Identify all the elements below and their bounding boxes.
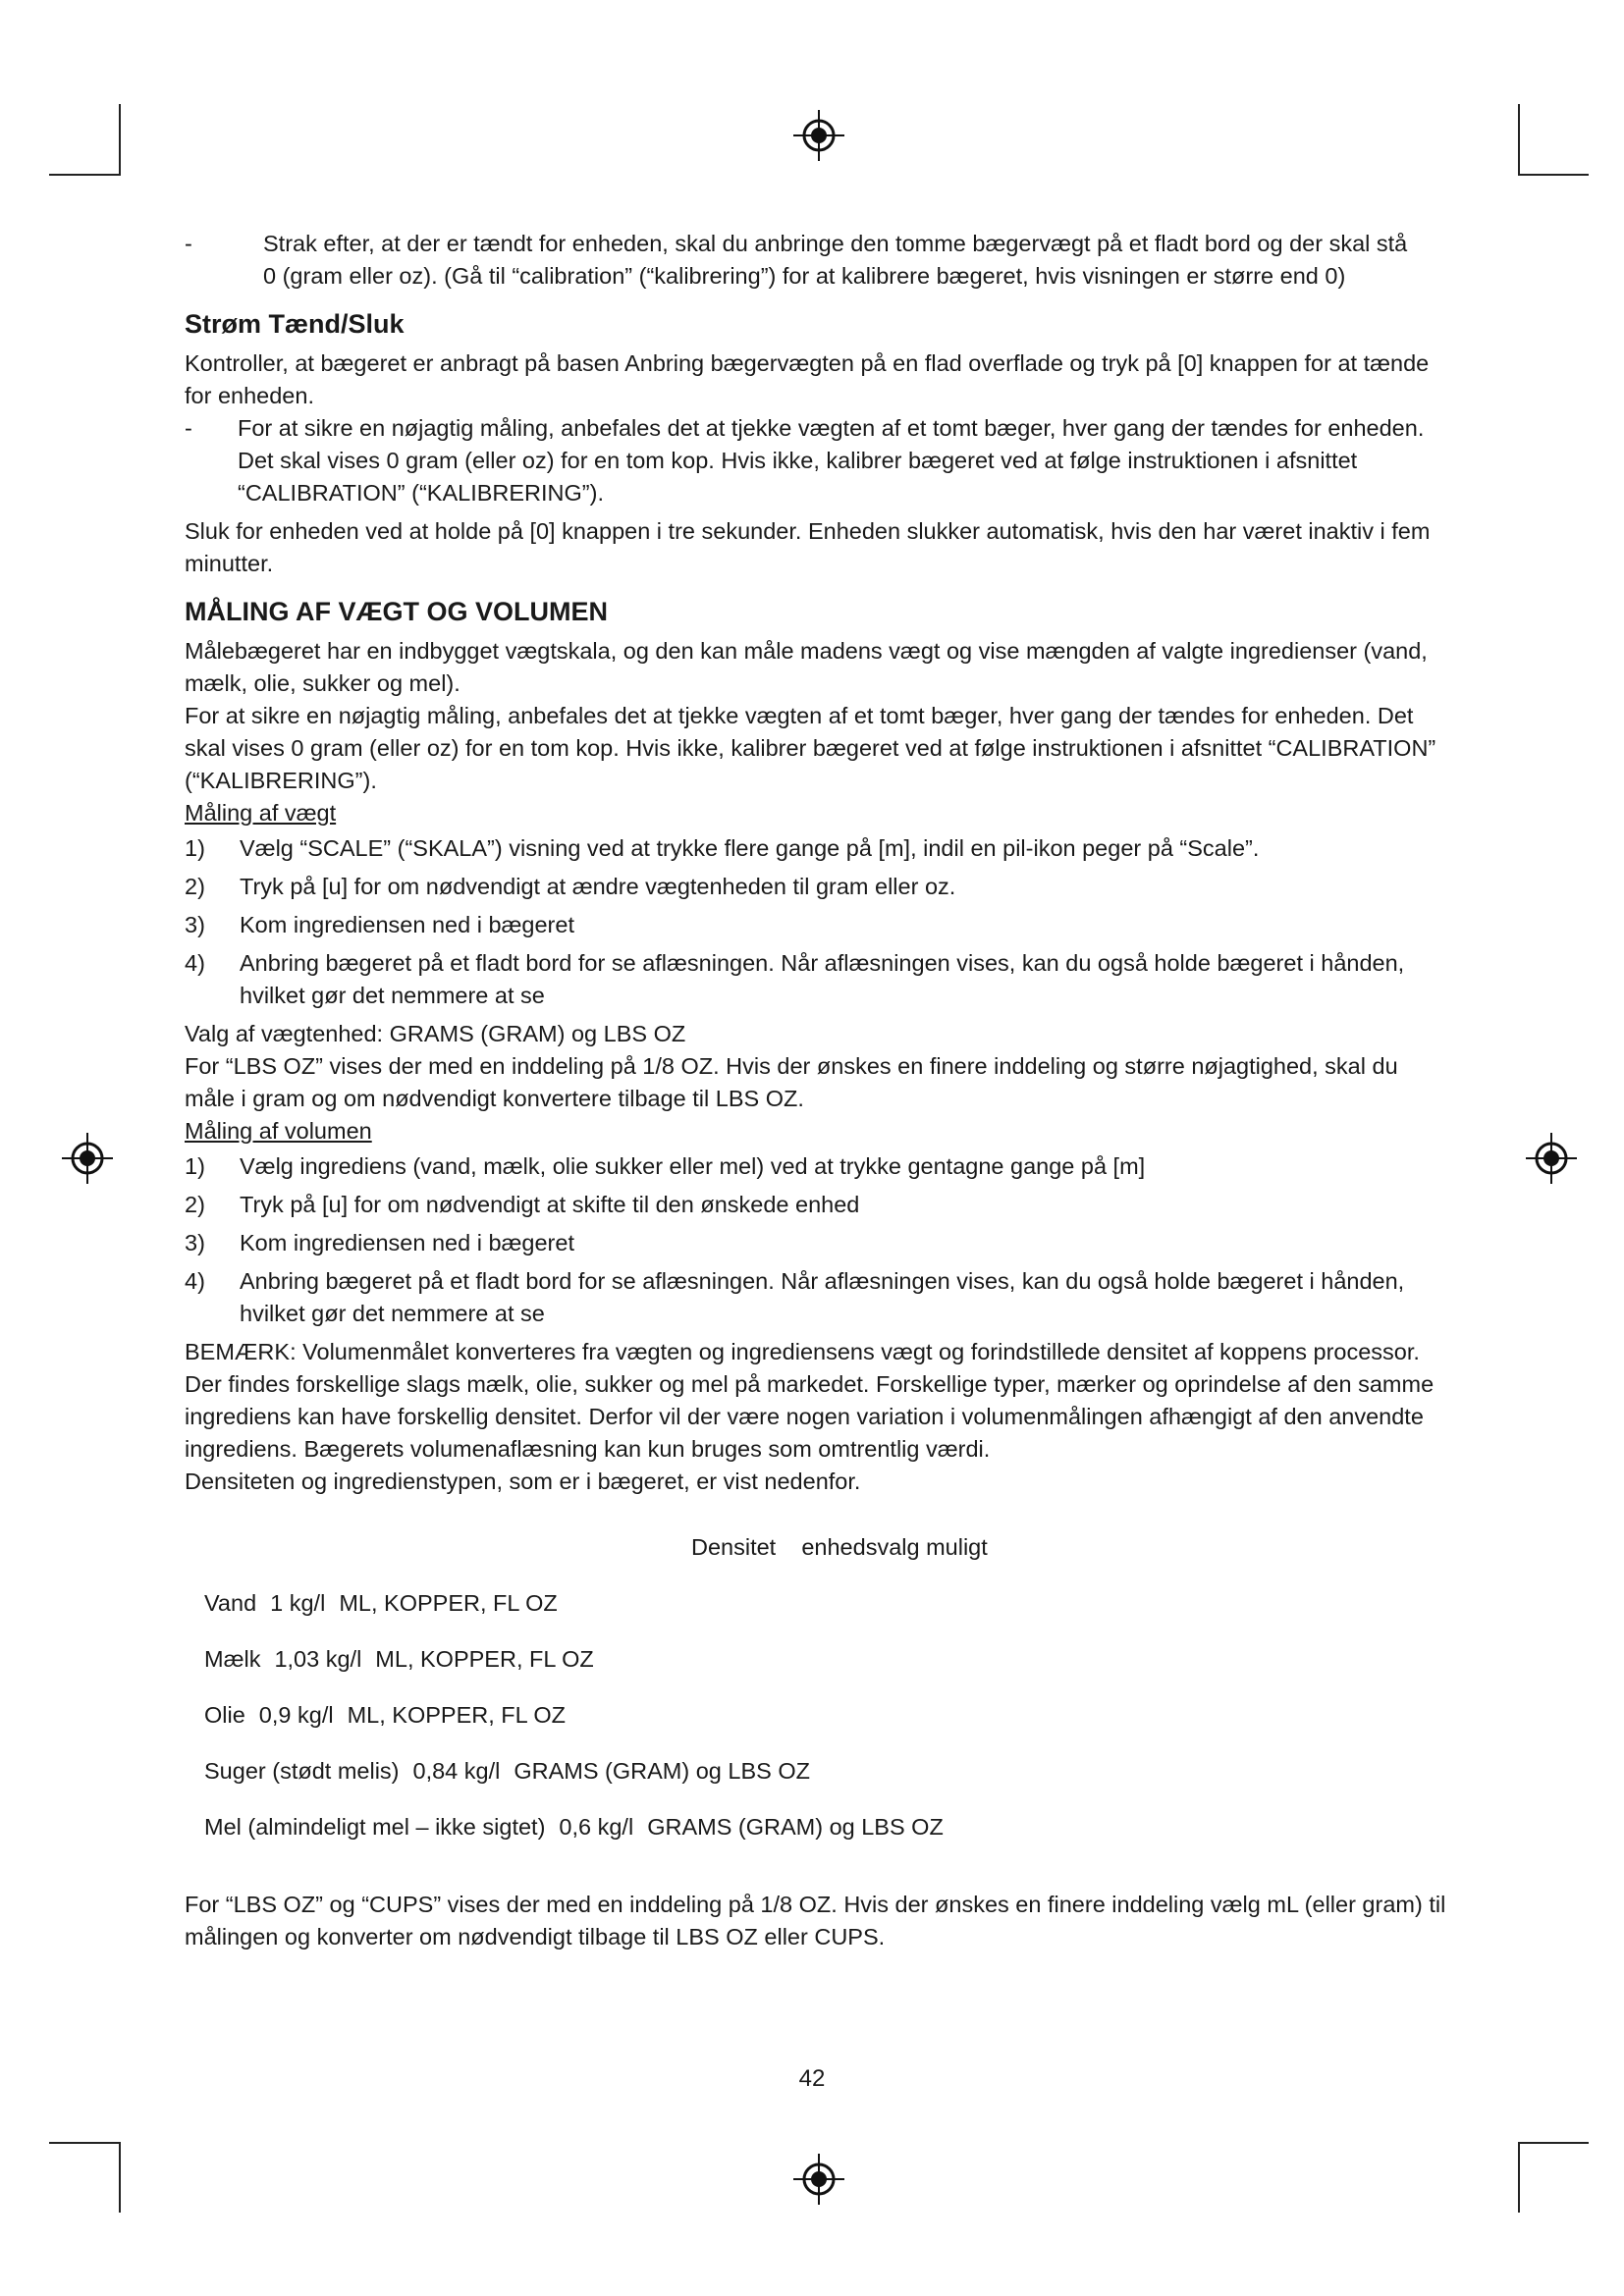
step-number: 2) bbox=[185, 1192, 205, 1217]
list-item bbox=[185, 1265, 1451, 1330]
ingredient-density: 0,84 kg/l bbox=[412, 1758, 501, 1784]
table-row bbox=[185, 1699, 1451, 1732]
step-text: Tryk på [u] for om nødvendigt at skifte til den ønskede enhed bbox=[240, 1192, 860, 1217]
ingredient-name: Mel (almindeligt mel – ikke sigtet) bbox=[204, 1814, 546, 1840]
measure-paragraph-2: For at sikre en nøjagtig måling, anbefales det at tjekke vægten af et tomt bæger, hver gang der tændes for enheden. Det skal vises 0 gram (eller oz) for en tom kop. Hvis ikke, kalibrer bægeret ved at følge instruktionen i afsnittet “CALIBRATION” (“KALIBRERING”). bbox=[185, 703, 1436, 793]
registration-mark-bottom-icon bbox=[791, 2152, 846, 2207]
crop-mark-bottom-right-vertical bbox=[1518, 2142, 1520, 2213]
step-text: Anbring bægeret på et fladt bord for se aflæsningen. Når aflæsningen vises, kan du også holde bægeret i hånden, hvilket gør det nemmere at se bbox=[240, 950, 1405, 1008]
ingredient-units: ML, KOPPER, FL OZ bbox=[339, 1590, 558, 1616]
table-row bbox=[185, 1755, 1451, 1788]
ingredient-density: 0,9 kg/l bbox=[258, 1702, 334, 1728]
power-paragraph-1: Kontroller, at bægeret er anbragt på basen Anbring bægervægten på en flad overflade og tryk på [0] knappen for at tænde for enheden. bbox=[185, 350, 1430, 408]
registration-mark-left-icon bbox=[60, 1131, 115, 1186]
step-number: 1) bbox=[185, 1153, 205, 1179]
list-item bbox=[185, 1227, 1451, 1259]
step-number: 1) bbox=[185, 835, 205, 861]
table-row bbox=[185, 1643, 1451, 1676]
ingredient-name: Mælk bbox=[204, 1646, 261, 1672]
list-item bbox=[185, 871, 1451, 903]
step-text: Vælg ingrediens (vand, mælk, olie sukker eller mel) ved at trykke gentagne gange på [m] bbox=[240, 1153, 1146, 1179]
intro-bullet-text: Strak efter, at der er tændt for enheden, skal du anbringe den tomme bægervægt på et fladt bord og der skal stå 0 (gram eller oz). (Gå til “calibration” (“kalibrering”) for at kalibrere bægeret, hvis visningen er større end 0) bbox=[263, 231, 1408, 289]
dash-bullet: - bbox=[185, 231, 192, 256]
measure-paragraph-1: Målebægeret har en indbygget vægtskala, og den kan måle madens vægt og vise mængden af valgte ingredienser (vand, mælk, olie, sukker og mel). bbox=[185, 638, 1428, 696]
registration-mark-right-icon bbox=[1524, 1131, 1579, 1186]
ingredient-units: ML, KOPPER, FL OZ bbox=[375, 1646, 594, 1672]
ingredient-name: Vand bbox=[204, 1590, 257, 1616]
step-number: 3) bbox=[185, 912, 205, 937]
step-text: Vælg “SCALE” (“SKALA”) visning ved at trykke flere gange på [m], indil en pil-ikon peger på “Scale”. bbox=[240, 835, 1260, 861]
density-table-header bbox=[185, 1531, 1451, 1564]
units-column-header: enhedsvalg muligt bbox=[801, 1534, 988, 1560]
step-number: 3) bbox=[185, 1230, 205, 1255]
crop-mark-top-right-horizontal bbox=[1518, 174, 1589, 176]
crop-mark-bottom-right-horizontal bbox=[1518, 2142, 1589, 2144]
table-row bbox=[185, 1587, 1451, 1620]
ingredient-name: Suger (stødt melis) bbox=[204, 1758, 400, 1784]
ingredient-density: 1 kg/l bbox=[270, 1590, 326, 1616]
page-content bbox=[185, 228, 1451, 1953]
weight-steps-list bbox=[185, 832, 1451, 1012]
measure-heading: MÅLING AF VÆGT OG VOLUMEN bbox=[185, 597, 608, 626]
step-number: 4) bbox=[185, 1268, 205, 1294]
ingredient-name: Olie bbox=[204, 1702, 245, 1728]
page-number: 42 bbox=[798, 2065, 826, 2092]
registration-mark-top-icon bbox=[791, 108, 846, 163]
list-item bbox=[185, 1150, 1451, 1183]
step-number: 2) bbox=[185, 874, 205, 899]
crop-mark-bottom-left-horizontal bbox=[49, 2142, 121, 2144]
list-item bbox=[185, 947, 1451, 1012]
crop-mark-top-left-horizontal bbox=[49, 174, 121, 176]
density-column-header: Densitet bbox=[691, 1534, 777, 1560]
list-item bbox=[185, 832, 1451, 865]
power-bullet-text: For at sikre en nøjagtig måling, anbefales det at tjekke vægten af et tomt bæger, hver gang der tændes for enheden. Det skal vises 0 gram (eller oz) for en tom kop. Hvis ikke, kalibrer bægeret ved at følge instruktionen i afsnittet “CALIBRATION” (“KALIBRERING”). bbox=[238, 415, 1425, 506]
lbs-oz-note: For “LBS OZ” vises der med en inddeling på 1/8 OZ. Hvis der ønskes en finere inddeling og større nøjagtighed, skal du måle i gram og om nødvendigt konvertere tilbage til LBS OZ. bbox=[185, 1053, 1398, 1111]
volume-subheading: Måling af volumen bbox=[185, 1118, 372, 1144]
dash-bullet: - bbox=[185, 415, 192, 441]
ingredient-units: ML, KOPPER, FL OZ bbox=[347, 1702, 567, 1728]
note-paragraph: BEMÆRK: Volumenmålet konverteres fra vægten og ingrediensens vægt og forindstillede densitet af koppens processor. Der findes forskellige slags mælk, olie, sukker og mel på markedet. Forskellige typer, mærker og oprindelse af den samme ingrediens kan have forskellig densitet. Derfor vil der være nogen variation i volumenmålingen afhængigt af den anvendte ingrediens. Bægerets volumenaflæsning kan kun bruges som omtrentlig værdi. bbox=[185, 1339, 1435, 1462]
volume-steps-list bbox=[185, 1150, 1451, 1330]
ingredient-density: 1,03 kg/l bbox=[274, 1646, 362, 1672]
weight-subheading: Måling af vægt bbox=[185, 800, 337, 826]
list-item bbox=[185, 1189, 1451, 1221]
density-intro: Densiteten og ingredienstypen, som er i bægeret, er vist nedenfor. bbox=[185, 1468, 861, 1494]
step-text: Anbring bægeret på et fladt bord for se aflæsningen. Når aflæsningen vises, kan du også holde bægeret i hånden, hvilket gør det nemmere at se bbox=[240, 1268, 1405, 1326]
ingredient-density: 0,6 kg/l bbox=[559, 1814, 634, 1840]
ingredient-units: GRAMS (GRAM) og LBS OZ bbox=[647, 1814, 944, 1840]
step-text: Kom ingrediensen ned i bægeret bbox=[240, 1230, 574, 1255]
footer-paragraph: For “LBS OZ” og “CUPS” vises der med en inddeling på 1/8 OZ. Hvis der ønskes en finere inddeling vælg mL (eller gram) til målingen og konverter om nødvendigt tilbage til LBS OZ eller CUPS. bbox=[185, 1892, 1446, 1949]
unit-selection-line: Valg af vægtenhed: GRAMS (GRAM) og LBS OZ bbox=[185, 1021, 686, 1046]
step-number: 4) bbox=[185, 950, 205, 976]
crop-mark-top-left-vertical bbox=[119, 104, 121, 175]
intro-bullet bbox=[185, 228, 1451, 293]
step-text: Kom ingrediensen ned i bægeret bbox=[240, 912, 574, 937]
power-heading: Strøm Tænd/Sluk bbox=[185, 309, 405, 339]
crop-mark-bottom-left-vertical bbox=[119, 2142, 121, 2213]
step-text: Tryk på [u] for om nødvendigt at ændre vægtenheden til gram eller oz. bbox=[240, 874, 956, 899]
ingredient-units: GRAMS (GRAM) og LBS OZ bbox=[514, 1758, 810, 1784]
table-row bbox=[185, 1811, 1451, 1843]
crop-mark-top-right-vertical bbox=[1518, 104, 1520, 175]
power-bullet bbox=[185, 412, 1451, 509]
list-item bbox=[185, 909, 1451, 941]
power-paragraph-2: Sluk for enheden ved at holde på [0] knappen i tre sekunder. Enheden slukker automatisk, hvis den har været inaktiv i fem minutter. bbox=[185, 518, 1431, 576]
